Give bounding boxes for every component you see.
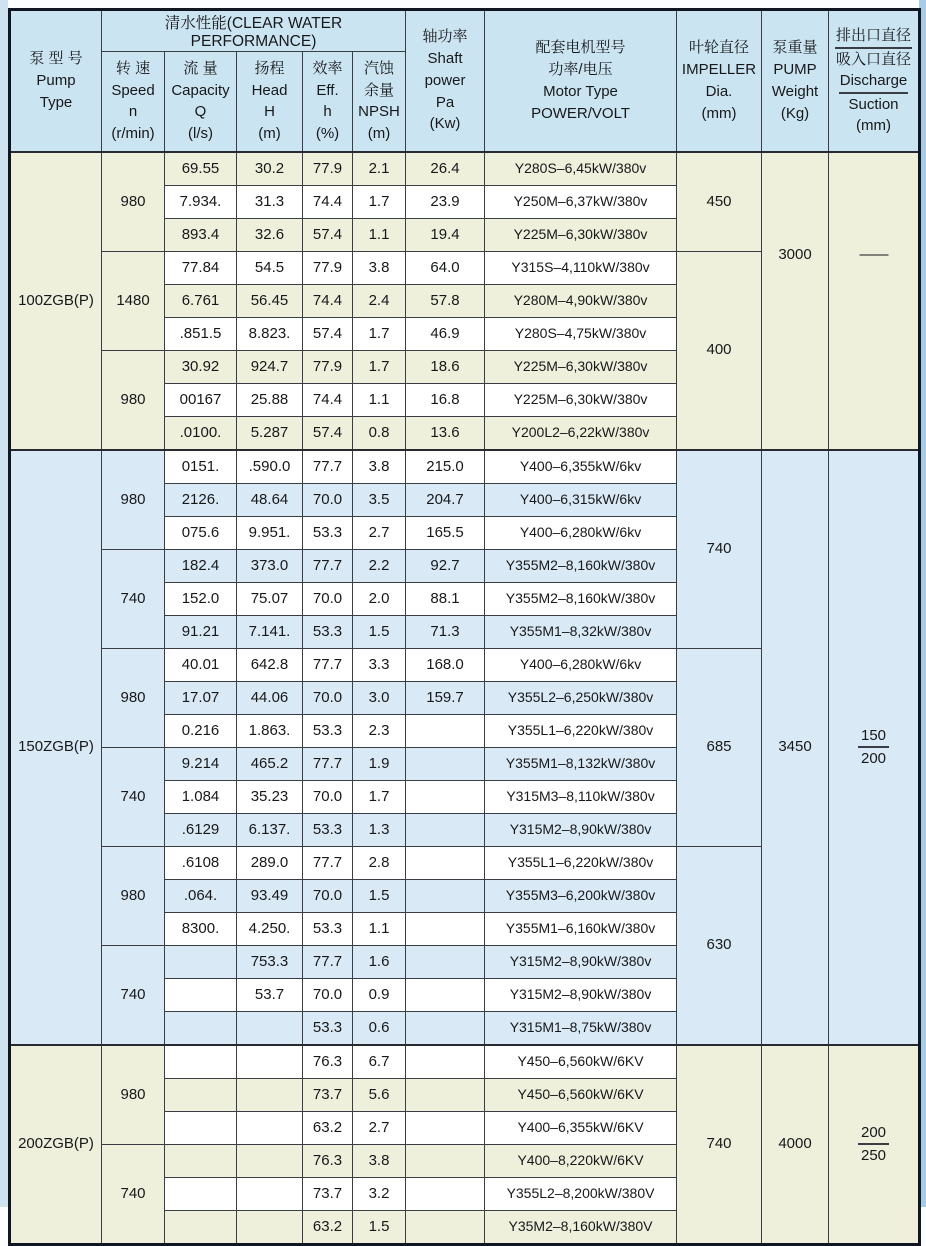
efficiency-cell: 77.7 (303, 450, 353, 484)
npsh-cell: 3.8 (353, 251, 406, 284)
npsh-cell: 1.7 (353, 185, 406, 218)
discharge-suction-dash-cell: —— (829, 152, 920, 450)
header-head-line: Head (251, 81, 288, 99)
head-cell (237, 1177, 303, 1210)
header-discharge-en-top: Discharge (839, 70, 909, 94)
header-capacity-line: (l/s) (188, 125, 213, 142)
capacity-cell (165, 1177, 237, 1210)
motor-type-cell: Y315M3–8,110kW/380v (485, 780, 677, 813)
efficiency-cell: 74.4 (303, 185, 353, 218)
motor-type-cell: Y355M1–6,160kW/380v (485, 912, 677, 945)
efficiency-cell: 63.2 (303, 1210, 353, 1244)
npsh-cell: 2.3 (353, 714, 406, 747)
capacity-cell: 00167 (165, 383, 237, 416)
weight-cell: 3000 (762, 152, 829, 450)
weight-cell: 3450 (762, 450, 829, 1045)
head-cell: 6.137. (237, 813, 303, 846)
suction-value: 200 (861, 750, 887, 767)
shaft-power-cell (406, 978, 485, 1011)
capacity-cell: 7.934. (165, 185, 237, 218)
pump-type-cell: 200ZGB(P) (10, 1045, 102, 1245)
npsh-cell: 3.0 (353, 681, 406, 714)
capacity-cell: .6129 (165, 813, 237, 846)
npsh-cell: 2.0 (353, 582, 406, 615)
capacity-cell: 0.216 (165, 714, 237, 747)
npsh-cell: 3.8 (353, 450, 406, 484)
motor-type-cell: Y200L2–6,22kW/380v (485, 416, 677, 450)
header-impeller-dia-line: 叶轮直径 (689, 39, 750, 57)
shaft-power-cell: 204.7 (406, 483, 485, 516)
header-capacity (165, 52, 237, 152)
capacity-cell: 2126. (165, 483, 237, 516)
speed-cell: 740 (102, 1144, 165, 1244)
efficiency-cell: 53.3 (303, 615, 353, 648)
header-pump-weight-line: (Kg) (780, 104, 810, 122)
header-discharge-cn-top: 排出口直径 (835, 25, 912, 49)
discharge-value: 150 (858, 726, 889, 749)
motor-type-cell: Y225M–6,30kW/380v (485, 350, 677, 383)
capacity-cell: 6.761 (165, 284, 237, 317)
header-speed-line: n (128, 103, 138, 121)
header-pump-type-line: Type (39, 93, 73, 111)
capacity-cell (165, 1078, 237, 1111)
header-efficiency-line: h (323, 103, 332, 121)
efficiency-cell: 57.4 (303, 218, 353, 251)
shaft-power-cell: 13.6 (406, 416, 485, 450)
speed-cell: 980 (102, 846, 165, 945)
npsh-cell: 5.6 (353, 1078, 406, 1111)
npsh-cell: 2.4 (353, 284, 406, 317)
shaft-power-cell (406, 879, 485, 912)
shaft-power-cell (406, 1078, 485, 1111)
head-cell: 465.2 (237, 747, 303, 780)
capacity-cell: 0151. (165, 450, 237, 484)
capacity-cell: 17.07 (165, 681, 237, 714)
head-cell: 4.250. (237, 912, 303, 945)
head-cell: 54.5 (237, 251, 303, 284)
capacity-cell: 9.214 (165, 747, 237, 780)
capacity-cell: 893.4 (165, 218, 237, 251)
head-cell (237, 1111, 303, 1144)
header-impeller-dia-line: IMPELLER (681, 61, 757, 78)
efficiency-cell: 74.4 (303, 383, 353, 416)
shaft-power-cell (406, 747, 485, 780)
header-head (237, 52, 303, 152)
shaft-power-cell: 64.0 (406, 251, 485, 284)
motor-type-cell: Y35M2–8,160kW/380V (485, 1210, 677, 1244)
motor-type-cell: Y225M–6,30kW/380v (485, 218, 677, 251)
header-npsh-line: (m) (367, 125, 391, 142)
npsh-cell: 3.5 (353, 483, 406, 516)
header-motor-type-line: POWER/VOLT (531, 104, 630, 122)
head-cell: 93.49 (237, 879, 303, 912)
npsh-cell: 0.8 (353, 416, 406, 450)
efficiency-cell: 77.9 (303, 251, 353, 284)
impeller-cell: 400 (677, 251, 762, 450)
shaft-power-cell (406, 1177, 485, 1210)
head-cell: 75.07 (237, 582, 303, 615)
header-clear-water-performance: 清水性能(CLEAR WATER PERFORMANCE) (102, 10, 406, 52)
motor-type-cell: Y250M–6,37kW/380v (485, 185, 677, 218)
head-cell: 289.0 (237, 846, 303, 879)
efficiency-cell: 73.7 (303, 1177, 353, 1210)
head-cell: 44.06 (237, 681, 303, 714)
efficiency-cell: 77.7 (303, 549, 353, 582)
shaft-power-cell (406, 714, 485, 747)
head-cell: 48.64 (237, 483, 303, 516)
shaft-power-cell: 92.7 (406, 549, 485, 582)
motor-type-cell: Y280M–4,90kW/380v (485, 284, 677, 317)
head-cell: 5.287 (237, 416, 303, 450)
head-cell (237, 1078, 303, 1111)
header-shaft-power (406, 10, 485, 152)
motor-type-cell: Y355M1–8,132kW/380v (485, 747, 677, 780)
motor-type-cell: Y355L2–8,200kW/380V (485, 1177, 677, 1210)
weight-cell: 4000 (762, 1045, 829, 1245)
header-capacity-line: 流 量 (183, 59, 218, 77)
shaft-power-cell (406, 912, 485, 945)
motor-type-cell: Y280S–4,75kW/380v (485, 317, 677, 350)
header-impeller-dia-line: (mm) (701, 104, 737, 122)
header-motor-type-line: 配套电机型号 (535, 39, 626, 57)
header-impeller-dia (677, 10, 762, 152)
efficiency-cell: 77.9 (303, 350, 353, 383)
header-row-1 (10, 10, 920, 52)
header-head-line: H (264, 103, 275, 121)
header-impeller-dia-line: Dia. (705, 82, 733, 100)
shaft-power-cell: 165.5 (406, 516, 485, 549)
suction-value: 250 (861, 1147, 887, 1164)
speed-cell: 740 (102, 747, 165, 846)
impeller-cell: 685 (677, 648, 762, 846)
npsh-cell: 3.3 (353, 648, 406, 681)
header-speed-line: 转 速 (115, 59, 151, 77)
shaft-power-cell (406, 1011, 485, 1045)
header-efficiency-line: Eff. (316, 81, 339, 99)
capacity-cell: .851.5 (165, 317, 237, 350)
shaft-power-cell: 168.0 (406, 648, 485, 681)
head-cell (237, 1144, 303, 1177)
header-pump-type-line: 泵 型 号 (29, 50, 83, 68)
motor-type-cell: Y400–8,220kW/6KV (485, 1144, 677, 1177)
motor-type-cell: Y450–6,560kW/6KV (485, 1045, 677, 1079)
head-cell: 25.88 (237, 383, 303, 416)
motor-type-cell: Y400–6,280kW/6kv (485, 516, 677, 549)
capacity-cell: 1.084 (165, 780, 237, 813)
efficiency-cell: 57.4 (303, 317, 353, 350)
efficiency-cell: 57.4 (303, 416, 353, 450)
head-cell (237, 1045, 303, 1079)
header-discharge-cn-bottom: 吸入口直径 (836, 51, 912, 69)
header-npsh-line: NPSH (358, 103, 400, 121)
head-cell: 56.45 (237, 284, 303, 317)
capacity-cell (165, 1011, 237, 1045)
shaft-power-cell: 26.4 (406, 152, 485, 186)
impeller-cell: 630 (677, 846, 762, 1045)
motor-type-cell: Y400–6,280kW/6kv (485, 648, 677, 681)
head-cell: 753.3 (237, 945, 303, 978)
motor-type-cell: Y355M1–8,32kW/380v (485, 615, 677, 648)
head-cell: 373.0 (237, 549, 303, 582)
header-efficiency (303, 52, 353, 152)
shaft-power-cell (406, 1045, 485, 1079)
efficiency-cell: 70.0 (303, 978, 353, 1011)
efficiency-cell: 77.7 (303, 945, 353, 978)
motor-type-cell: Y355L1–6,220kW/380v (485, 714, 677, 747)
capacity-cell: 69.55 (165, 152, 237, 186)
motor-type-cell: Y355L2–6,250kW/380v (485, 681, 677, 714)
impeller-cell: 740 (677, 450, 762, 649)
capacity-cell: 182.4 (165, 549, 237, 582)
efficiency-cell: 70.0 (303, 483, 353, 516)
efficiency-cell: 76.3 (303, 1045, 353, 1079)
motor-type-cell: Y315M1–8,75kW/380v (485, 1011, 677, 1045)
efficiency-cell: 74.4 (303, 284, 353, 317)
head-cell (237, 1210, 303, 1244)
header-npsh-line: 汽蚀 (364, 59, 395, 77)
speed-cell: 740 (102, 549, 165, 648)
discharge-suction-fraction (858, 1123, 889, 1166)
head-cell: 642.8 (237, 648, 303, 681)
motor-type-cell: Y450–6,560kW/6KV (485, 1078, 677, 1111)
speed-cell: 980 (102, 350, 165, 450)
header-pump-weight-line: Weight (771, 82, 819, 100)
capacity-cell: 075.6 (165, 516, 237, 549)
capacity-cell: 91.21 (165, 615, 237, 648)
npsh-cell: 1.3 (353, 813, 406, 846)
capacity-cell (165, 1210, 237, 1244)
capacity-cell: 77.84 (165, 251, 237, 284)
head-cell: 924.7 (237, 350, 303, 383)
capacity-cell (165, 1111, 237, 1144)
header-pump-weight-line: PUMP (773, 61, 817, 78)
motor-type-cell: Y225M–6,30kW/380v (485, 383, 677, 416)
page-edge-left (0, 0, 8, 1207)
head-cell: 30.2 (237, 152, 303, 186)
efficiency-cell: 53.3 (303, 813, 353, 846)
header-discharge-suction (829, 10, 920, 152)
table-row (10, 450, 920, 484)
speed-cell: 980 (102, 450, 165, 550)
efficiency-cell: 53.3 (303, 1011, 353, 1045)
efficiency-cell: 73.7 (303, 1078, 353, 1111)
npsh-cell: 3.8 (353, 1144, 406, 1177)
npsh-cell: 1.5 (353, 615, 406, 648)
head-cell: 35.23 (237, 780, 303, 813)
shaft-power-cell: 57.8 (406, 284, 485, 317)
npsh-cell: 2.1 (353, 152, 406, 186)
header-pump-weight-line: 泵重量 (772, 39, 818, 57)
motor-type-cell: Y355M3–6,200kW/380v (485, 879, 677, 912)
capacity-cell (165, 1045, 237, 1079)
capacity-cell: 40.01 (165, 648, 237, 681)
shaft-power-cell: 215.0 (406, 450, 485, 484)
head-cell: 7.141. (237, 615, 303, 648)
header-shaft-power-line: (Kw) (429, 115, 461, 133)
header-speed (102, 52, 165, 152)
shaft-power-cell: 18.6 (406, 350, 485, 383)
capacity-cell: .6108 (165, 846, 237, 879)
shaft-power-cell: 16.8 (406, 383, 485, 416)
npsh-cell: 1.1 (353, 218, 406, 251)
motor-type-cell: Y315M2–8,90kW/380v (485, 945, 677, 978)
efficiency-cell: 77.7 (303, 747, 353, 780)
npsh-cell: 1.7 (353, 317, 406, 350)
motor-type-cell: Y400–6,355kW/6KV (485, 1111, 677, 1144)
shaft-power-cell (406, 945, 485, 978)
capacity-cell: 152.0 (165, 582, 237, 615)
npsh-cell: 1.5 (353, 879, 406, 912)
impeller-cell: 740 (677, 1045, 762, 1245)
capacity-cell (165, 945, 237, 978)
header-pump-type-line: Pump (36, 71, 76, 89)
head-cell: 9.951. (237, 516, 303, 549)
speed-cell: 980 (102, 152, 165, 252)
shaft-power-cell (406, 846, 485, 879)
motor-type-cell: Y315M2–8,90kW/380v (485, 978, 677, 1011)
header-motor-type (485, 10, 677, 152)
head-cell: 31.3 (237, 185, 303, 218)
header-motor-type-line: 功率/电压 (548, 61, 613, 78)
header-discharge-en-bottom: Suction (848, 96, 899, 114)
efficiency-cell: 63.2 (303, 1111, 353, 1144)
motor-type-cell: Y355M2–8,160kW/380v (485, 549, 677, 582)
shaft-power-cell (406, 813, 485, 846)
capacity-cell: .0100. (165, 416, 237, 450)
discharge-value: 200 (858, 1123, 889, 1146)
header-speed-line: Speed (111, 81, 155, 99)
npsh-cell: 2.7 (353, 516, 406, 549)
capacity-cell (165, 978, 237, 1011)
discharge-suction-cell (829, 1045, 920, 1245)
npsh-cell: 0.9 (353, 978, 406, 1011)
header-head-line: 扬程 (254, 59, 285, 77)
header-capacity-line: Capacity (171, 81, 230, 99)
efficiency-cell: 77.7 (303, 648, 353, 681)
npsh-cell: 0.6 (353, 1011, 406, 1045)
efficiency-cell: 53.3 (303, 912, 353, 945)
efficiency-cell: 70.0 (303, 582, 353, 615)
table-row (10, 152, 920, 186)
npsh-cell: 1.5 (353, 1210, 406, 1244)
impeller-cell: 450 (677, 152, 762, 252)
pump-spec-table (8, 8, 921, 1246)
header-pump-weight (762, 10, 829, 152)
npsh-cell: 2.7 (353, 1111, 406, 1144)
capacity-cell: 8300. (165, 912, 237, 945)
header-shaft-power-line: 轴功率 (422, 28, 468, 46)
shaft-power-cell: 46.9 (406, 317, 485, 350)
npsh-cell: 1.1 (353, 912, 406, 945)
motor-type-cell: Y315S–4,110kW/380v (485, 251, 677, 284)
head-cell: 8.823. (237, 317, 303, 350)
efficiency-cell: 70.0 (303, 681, 353, 714)
discharge-suction-cell (829, 450, 920, 1045)
npsh-cell: 3.2 (353, 1177, 406, 1210)
table-header (10, 10, 920, 152)
pump-spec-table-wrap (8, 8, 921, 1246)
header-motor-type-line: Motor Type (543, 82, 618, 100)
shaft-power-cell: 71.3 (406, 615, 485, 648)
header-discharge-cn (831, 25, 916, 49)
header-discharge-en (831, 70, 916, 94)
capacity-cell: 30.92 (165, 350, 237, 383)
npsh-cell: 6.7 (353, 1045, 406, 1079)
efficiency-cell: 76.3 (303, 1144, 353, 1177)
speed-cell: 980 (102, 648, 165, 747)
speed-cell: 1480 (102, 251, 165, 350)
motor-type-cell: Y355L1–6,220kW/380v (485, 846, 677, 879)
efficiency-cell: 77.7 (303, 846, 353, 879)
header-shaft-power-line: Shaft (427, 50, 463, 68)
efficiency-cell: 77.9 (303, 152, 353, 186)
shaft-power-cell (406, 1210, 485, 1244)
header-pump-type (10, 10, 102, 152)
table-body (10, 152, 920, 1245)
header-shaft-power-line: Pa (435, 93, 455, 111)
header-shaft-power-line: power (424, 71, 466, 89)
header-npsh (353, 52, 406, 152)
efficiency-cell: 53.3 (303, 516, 353, 549)
efficiency-cell: 70.0 (303, 879, 353, 912)
shaft-power-cell: 88.1 (406, 582, 485, 615)
discharge-suction-fraction (858, 726, 889, 769)
npsh-cell: 1.1 (353, 383, 406, 416)
header-npsh-line: 余量 (364, 81, 395, 99)
shaft-power-cell (406, 1144, 485, 1177)
npsh-cell: 2.8 (353, 846, 406, 879)
efficiency-cell: 70.0 (303, 780, 353, 813)
efficiency-cell: 53.3 (303, 714, 353, 747)
pump-type-cell: 150ZGB(P) (10, 450, 102, 1045)
speed-cell: 980 (102, 1045, 165, 1145)
motor-type-cell: Y355M2–8,160kW/380v (485, 582, 677, 615)
header-efficiency-line: 效率 (312, 59, 343, 77)
npsh-cell: 1.6 (353, 945, 406, 978)
npsh-cell: 1.7 (353, 780, 406, 813)
header-capacity-line: Q (194, 103, 207, 121)
header-speed-line: (r/min) (111, 125, 155, 142)
speed-cell: 740 (102, 945, 165, 1045)
head-cell (237, 1011, 303, 1045)
motor-type-cell: Y280S–6,45kW/380v (485, 152, 677, 186)
shaft-power-cell: 19.4 (406, 218, 485, 251)
head-cell: 32.6 (237, 218, 303, 251)
table-row (10, 1045, 920, 1079)
head-cell: .590.0 (237, 450, 303, 484)
npsh-cell: 2.2 (353, 549, 406, 582)
npsh-cell: 1.9 (353, 747, 406, 780)
shaft-power-cell (406, 1111, 485, 1144)
motor-type-cell: Y400–6,355kW/6kv (485, 450, 677, 484)
header-head-line: (m) (258, 125, 281, 142)
header-efficiency-line: (%) (315, 125, 340, 142)
pump-type-cell: 100ZGB(P) (10, 152, 102, 450)
head-cell: 1.863. (237, 714, 303, 747)
capacity-cell (165, 1144, 237, 1177)
capacity-cell: .064. (165, 879, 237, 912)
head-cell: 53.7 (237, 978, 303, 1011)
motor-type-cell: Y315M2–8,90kW/380v (485, 813, 677, 846)
shaft-power-cell: 23.9 (406, 185, 485, 218)
shaft-power-cell (406, 780, 485, 813)
header-discharge-unit: (mm) (856, 117, 891, 135)
shaft-power-cell: 159.7 (406, 681, 485, 714)
npsh-cell: 1.7 (353, 350, 406, 383)
motor-type-cell: Y400–6,315kW/6kv (485, 483, 677, 516)
